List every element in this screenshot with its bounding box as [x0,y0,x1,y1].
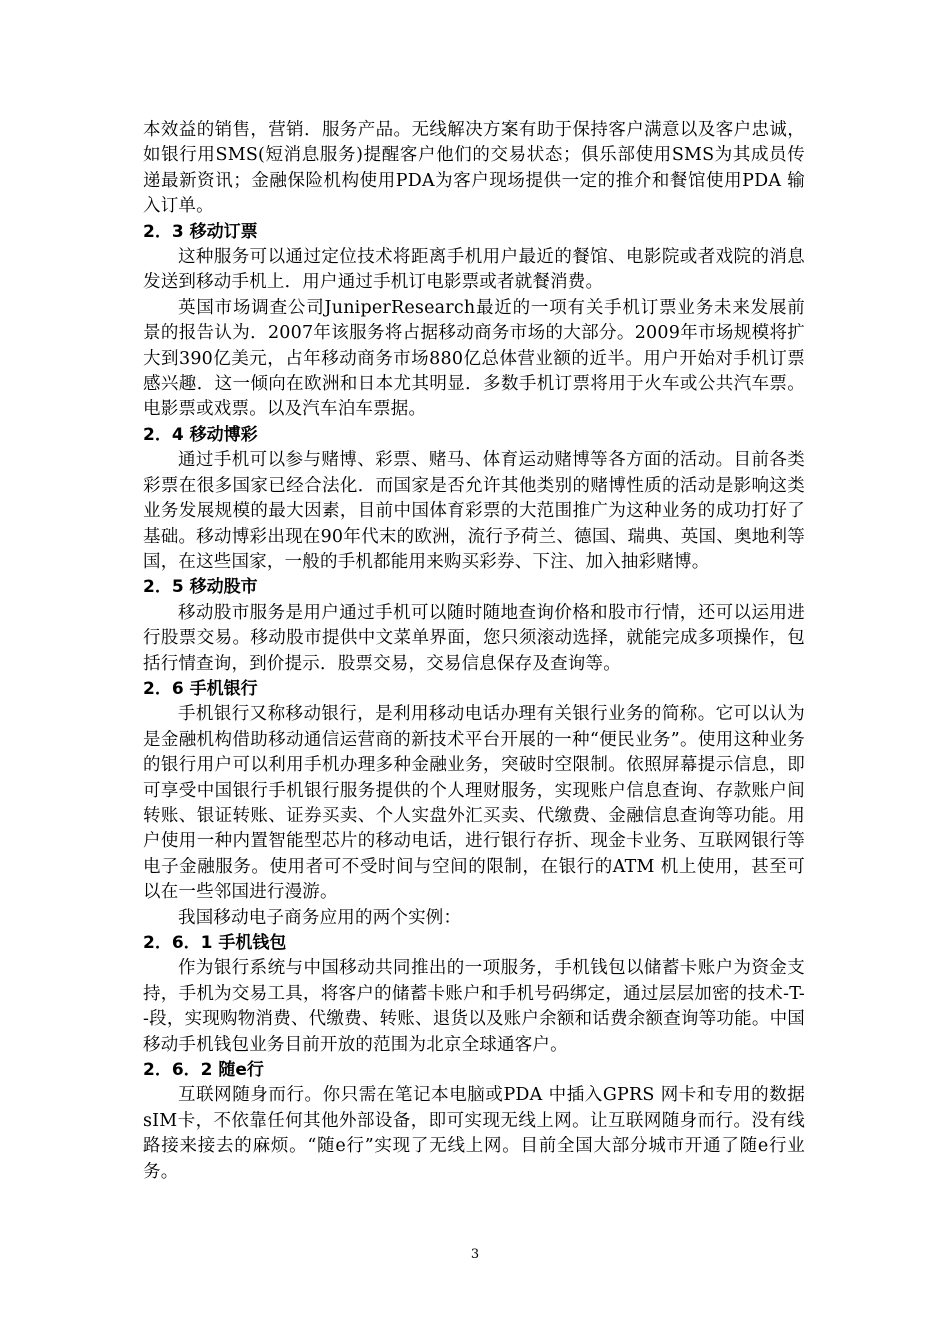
examples-intro-paragraph: 我国移动电子商务应用的两个实例： [178,907,462,928]
section-2-6-1-paragraph: 作为银行系统与中国移动共同推出的一项服务，手机钱包以储蓄卡账户为资金支持，手机为交易工具，将客户的储蓄卡账户和手机号码绑定，通过层层加密的技术-T--段，实现购物消费、代缴费、转账、退货以及账户余额和话费余额查询等功能。中国移动手机钱包业务目前开放的范围为北京全球通客户。 [143,958,805,1055]
section-2-5-paragraph: 移动股市服务是用户通过手机可以随时随地查询价格和股市行情，还可以运用进行股票交易。移动股市提供中文菜单界面，您只须滚动选择，就能完成多项操作，包括行情查询，到价提示．股票交易，交易信息保存及查询等。 [143,602,805,674]
section-2-6-heading: 2．6 手机银行 [143,678,258,699]
section-2-4-paragraph: 通过手机可以参与赌博、彩票、赌马、体育运动赌博等各方面的活动。目前各类彩票在很多国家已经合法化．而国家是否允许其他类别的赌博性质的活动是影响这类业务发展规模的最大因素，目前中国体育彩票的大范围推广为这种业务的成功打好了基础。移动博彩出现在90年代末的欧洲，流行予荷兰、德国、瑞典、英国、奥地利等国，在这些国家，一般的手机都能用来购买彩券、下注、加入抽彩赌博。 [143,450,805,572]
intro-paragraph: 本效益的销售，营销．服务产品。无线解决方案有助于保持客户满意以及客户忠诚，如银行用SMS(短消息服务)提醒客户他们的交易状态；俱乐部使用SMS为其成员传递最新资讯；金融保险机构使用PDA为客户现场提供一定的推介和餐馆使用PDA 输入订单。 [143,120,805,217]
section-2-4-heading: 2．4 移动博彩 [143,424,258,445]
section-2-6-paragraph: 手机银行又称移动银行，是利用移动电话办理有关银行业务的简称。它可以认为是金融机构借助移动通信运营商的新技术平台开展的一种“便民业务”。使用这种业务的银行用户可以利用手机办理多种金融业务，突破时空限制。依照屏幕提示信息，即可享受中国银行手机银行服务提供的个人理财服务，实现账户信息查询、存款账户间转账、银证转账、证券买卖、个人实盘外汇买卖、代缴费、金融信息查询等功能。用户使用一种内置智能型芯片的移动电话，进行银行存折、现金卡业务、互联网银行等电子金融服务。使用者可不受时间与空间的限制，在银行的ATM 机上使用，甚至可以在一些邻国进行漫游。 [143,704,805,903]
section-2-5-heading: 2．5 移动股市 [143,577,258,598]
section-2-3-paragraph-2: 英国市场调查公司JuniperResearch最近的一项有关手机订票业务未来发展前景的报告认为．2007年该服务将占据移动商务市场的大部分。2009年市场规模将扩大到390亿美元，占年移动商务市场880亿总体营业额的近半。用户开始对手机订票感兴趣．这一倾向在欧洲和日本尤其明显．多数手机订票将用于火车或公共汽车票。电影票或戏票。以及汽车泊车票据。 [143,297,805,420]
section-2-3-paragraph-1: 这种服务可以通过定位技术将距离手机用户最近的餐馆、电影院或者戏院的消息发送到移动手机上．用户通过手机订电影票或者就餐消费。 [143,247,805,293]
page-number: 3 [470,1247,480,1262]
section-2-6-2-paragraph: 互联网随身而行。你只需在笔记本电脑或PDA 中插入GPRS 网卡和专用的数据sIM卡，不依靠任何其他外部设备，即可实现无线上网。让互联网随身而行。没有线路接来接去的麻烦。“随e行”实现了无线上网。目前全国大部分城市开通了随e行业务。 [143,1085,805,1182]
section-2-6-2-heading: 2．6．2 随e行 [143,1060,264,1081]
section-2-3-heading: 2．3 移动订票 [143,221,258,242]
section-2-6-1-heading: 2．6．1 手机钱包 [143,933,287,953]
